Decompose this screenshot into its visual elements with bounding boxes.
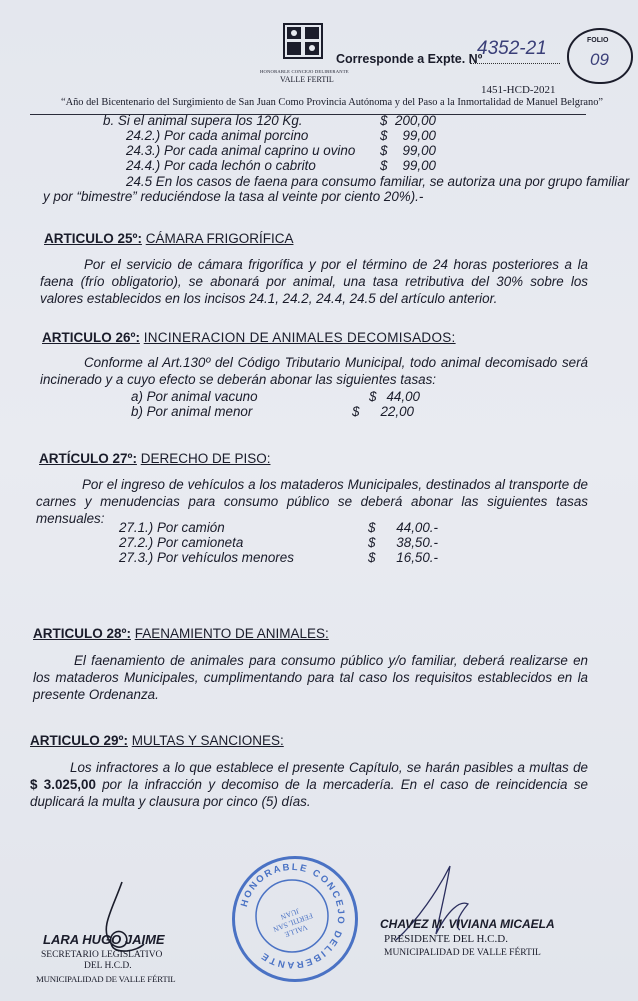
article-26-text: Conforme al Art.130º del Código Tributario Municipal, todo animal decomisado será incinerado y a cuyo efecto se deberán abonar las siguientes tasas: xyxy=(40,355,588,387)
fee-label: b) Por animal menor xyxy=(131,404,253,419)
article-29-label: ARTICULO 29º: xyxy=(30,733,128,748)
fee-label: a) Por animal vacuno xyxy=(131,389,258,404)
fee-currency: $ xyxy=(380,143,388,158)
fee-currency: $ xyxy=(369,389,377,404)
fee-label: 24.4.) Por cada lechón o cabrito xyxy=(126,158,316,173)
fee-label: 24.3.) Por cada animal caprino u ovino xyxy=(126,143,356,158)
fee-label: b. Si el animal supera los 120 Kg. xyxy=(103,113,303,128)
expediente-number: 4352-21 xyxy=(477,38,547,59)
article-29-title: MULTAS Y SANCIONES: xyxy=(131,733,284,748)
fee-currency: $ xyxy=(352,404,360,419)
article-28-text: El faenamiento de animales para consumo público y/o familiar, deberá realizarse en los mataderos Municipales, cumplimentando para tal caso los requisitos establecidos en la presente Ordenanza. xyxy=(33,653,588,702)
article-27-heading xyxy=(39,451,270,466)
article-26-label: ARTICULO 26º: xyxy=(42,330,140,345)
article-28-title: FAENAMIENTO DE ANIMALES: xyxy=(134,626,329,641)
article-29-fine-amount: $ 3.025,00 xyxy=(30,777,96,792)
folio-label: FOLIO xyxy=(587,37,609,44)
fee-amount: 44,00 xyxy=(386,389,420,404)
fee-currency: $ xyxy=(368,520,376,535)
fee-label: 27.1.) Por camión xyxy=(119,520,225,535)
fee-amount: 99,00 xyxy=(402,158,436,173)
seal-center-text: VALLE FERTIL SAN JUAN xyxy=(271,906,315,940)
signatory-right-role: PRESIDENTE DEL H.C.D. xyxy=(384,933,508,945)
fee-amount: 200,00 xyxy=(395,113,436,128)
fee-amount: 44,00.- xyxy=(396,520,438,535)
article-25-heading xyxy=(44,231,293,246)
article-29-text xyxy=(30,759,588,810)
fee-currency: $ xyxy=(368,550,376,565)
fee-amount: 99,00 xyxy=(402,128,436,143)
fee-amount: 22,00 xyxy=(380,404,414,419)
paragraph-24-5-line2: y por “bimestre” reduciéndose la tasa al veinte por ciento 20%).- xyxy=(43,189,424,204)
article-28-heading xyxy=(33,626,329,641)
article-25-title: CÁMARA FRIGORÍFICA xyxy=(145,231,294,246)
article-29-text-pre: Los infractores a lo que establece el presente Capítulo, se harán pasibles a multas de xyxy=(70,760,588,775)
article-29-heading xyxy=(30,733,284,748)
year-motto: “Año del Bicentenario del Surgimiento de San Juan Como Provincia Autónoma y del Paso a la Inmortalidad de Manuel Belgrano” xyxy=(61,97,604,108)
fee-amount: 99,00 xyxy=(402,143,436,158)
fee-amount: 16,50.- xyxy=(396,550,438,565)
fee-currency: $ xyxy=(368,535,376,550)
signatory-left-org: MUNICIPALIDAD DE VALLE FÉRTIL xyxy=(36,974,176,984)
signatory-left-body: DEL H.C.D. xyxy=(84,961,132,971)
signatory-left-name: LARA HUGO JAIME xyxy=(43,932,165,947)
article-25-label: ARTICULO 25º: xyxy=(44,231,142,246)
fee-currency: $ xyxy=(380,128,388,143)
article-28-label: ARTICULO 28º: xyxy=(33,626,131,641)
article-27-text: Por el ingreso de vehículos a los mataderos Municipales, destinados al transporte de carnes y menudencias para consumo público se deberá abonar las siguientes tasas mensuales: xyxy=(36,477,588,526)
article-26-title: INCINERACION DE ANIMALES DECOMISADOS: xyxy=(143,330,456,345)
fee-currency: $ xyxy=(380,158,388,173)
reference-number: 1451-HCD-2021 xyxy=(481,84,556,96)
paragraph-24-5-line1: 24.5 En los casos de faena para consumo familiar, se autoriza una por grupo familiar xyxy=(126,174,630,189)
fee-currency: $ xyxy=(380,113,388,128)
signatory-right-org: MUNICIPALIDAD DE VALLE FÉRTIL xyxy=(384,948,541,958)
seal-ring-textpath: HONORABLE CONCEJO DELIBERANTE xyxy=(238,861,347,971)
expediente-dots xyxy=(470,63,560,64)
folio-stamp xyxy=(567,28,633,84)
coat-of-arms-icon xyxy=(282,22,324,66)
article-27-title: DERECHO DE PISO: xyxy=(140,451,271,466)
logo-caption: VALLE FERTIL xyxy=(280,75,334,84)
signatory-right-name: CHAVEZ M. VIVIANA MICAELA xyxy=(380,917,555,931)
article-26-heading xyxy=(42,330,456,345)
article-25-text: Por el servicio de cámara frigorífica y por el término de 24 horas posteriores a la faena (frío obligatorio), se abonará por animal, una tasa retributiva del 30% sobre los valores establecidos en los incisos 24.1, 24.2, 24.4, 24.5 del artículo anterior. xyxy=(40,257,588,306)
article-29-text-post: por la infracción y decomiso de la mercadería. En el caso de reincidencia se duplicará la multa y clausura por cinco (5) días. xyxy=(30,777,588,809)
council-logo xyxy=(282,22,324,66)
signatory-left-role: SECRETARIO LEGISLATIVO xyxy=(41,950,163,960)
fee-amount: 38,50.- xyxy=(396,535,438,550)
council-seal xyxy=(232,856,358,982)
folio-number: 09 xyxy=(590,50,609,69)
signature-scribble-left-icon xyxy=(82,880,172,960)
expediente-label: Corresponde a Expte. Nº xyxy=(336,52,483,66)
fee-label: 24.2.) Por cada animal porcino xyxy=(126,128,309,143)
article-27-label: ARTÍCULO 27º: xyxy=(39,451,137,466)
logo-caption-small: HONORABLE CONCEJO DELIBERANTE xyxy=(260,69,349,74)
fee-label: 27.3.) Por vehículos menores xyxy=(119,550,294,565)
fee-label: 27.2.) Por camioneta xyxy=(119,535,244,550)
